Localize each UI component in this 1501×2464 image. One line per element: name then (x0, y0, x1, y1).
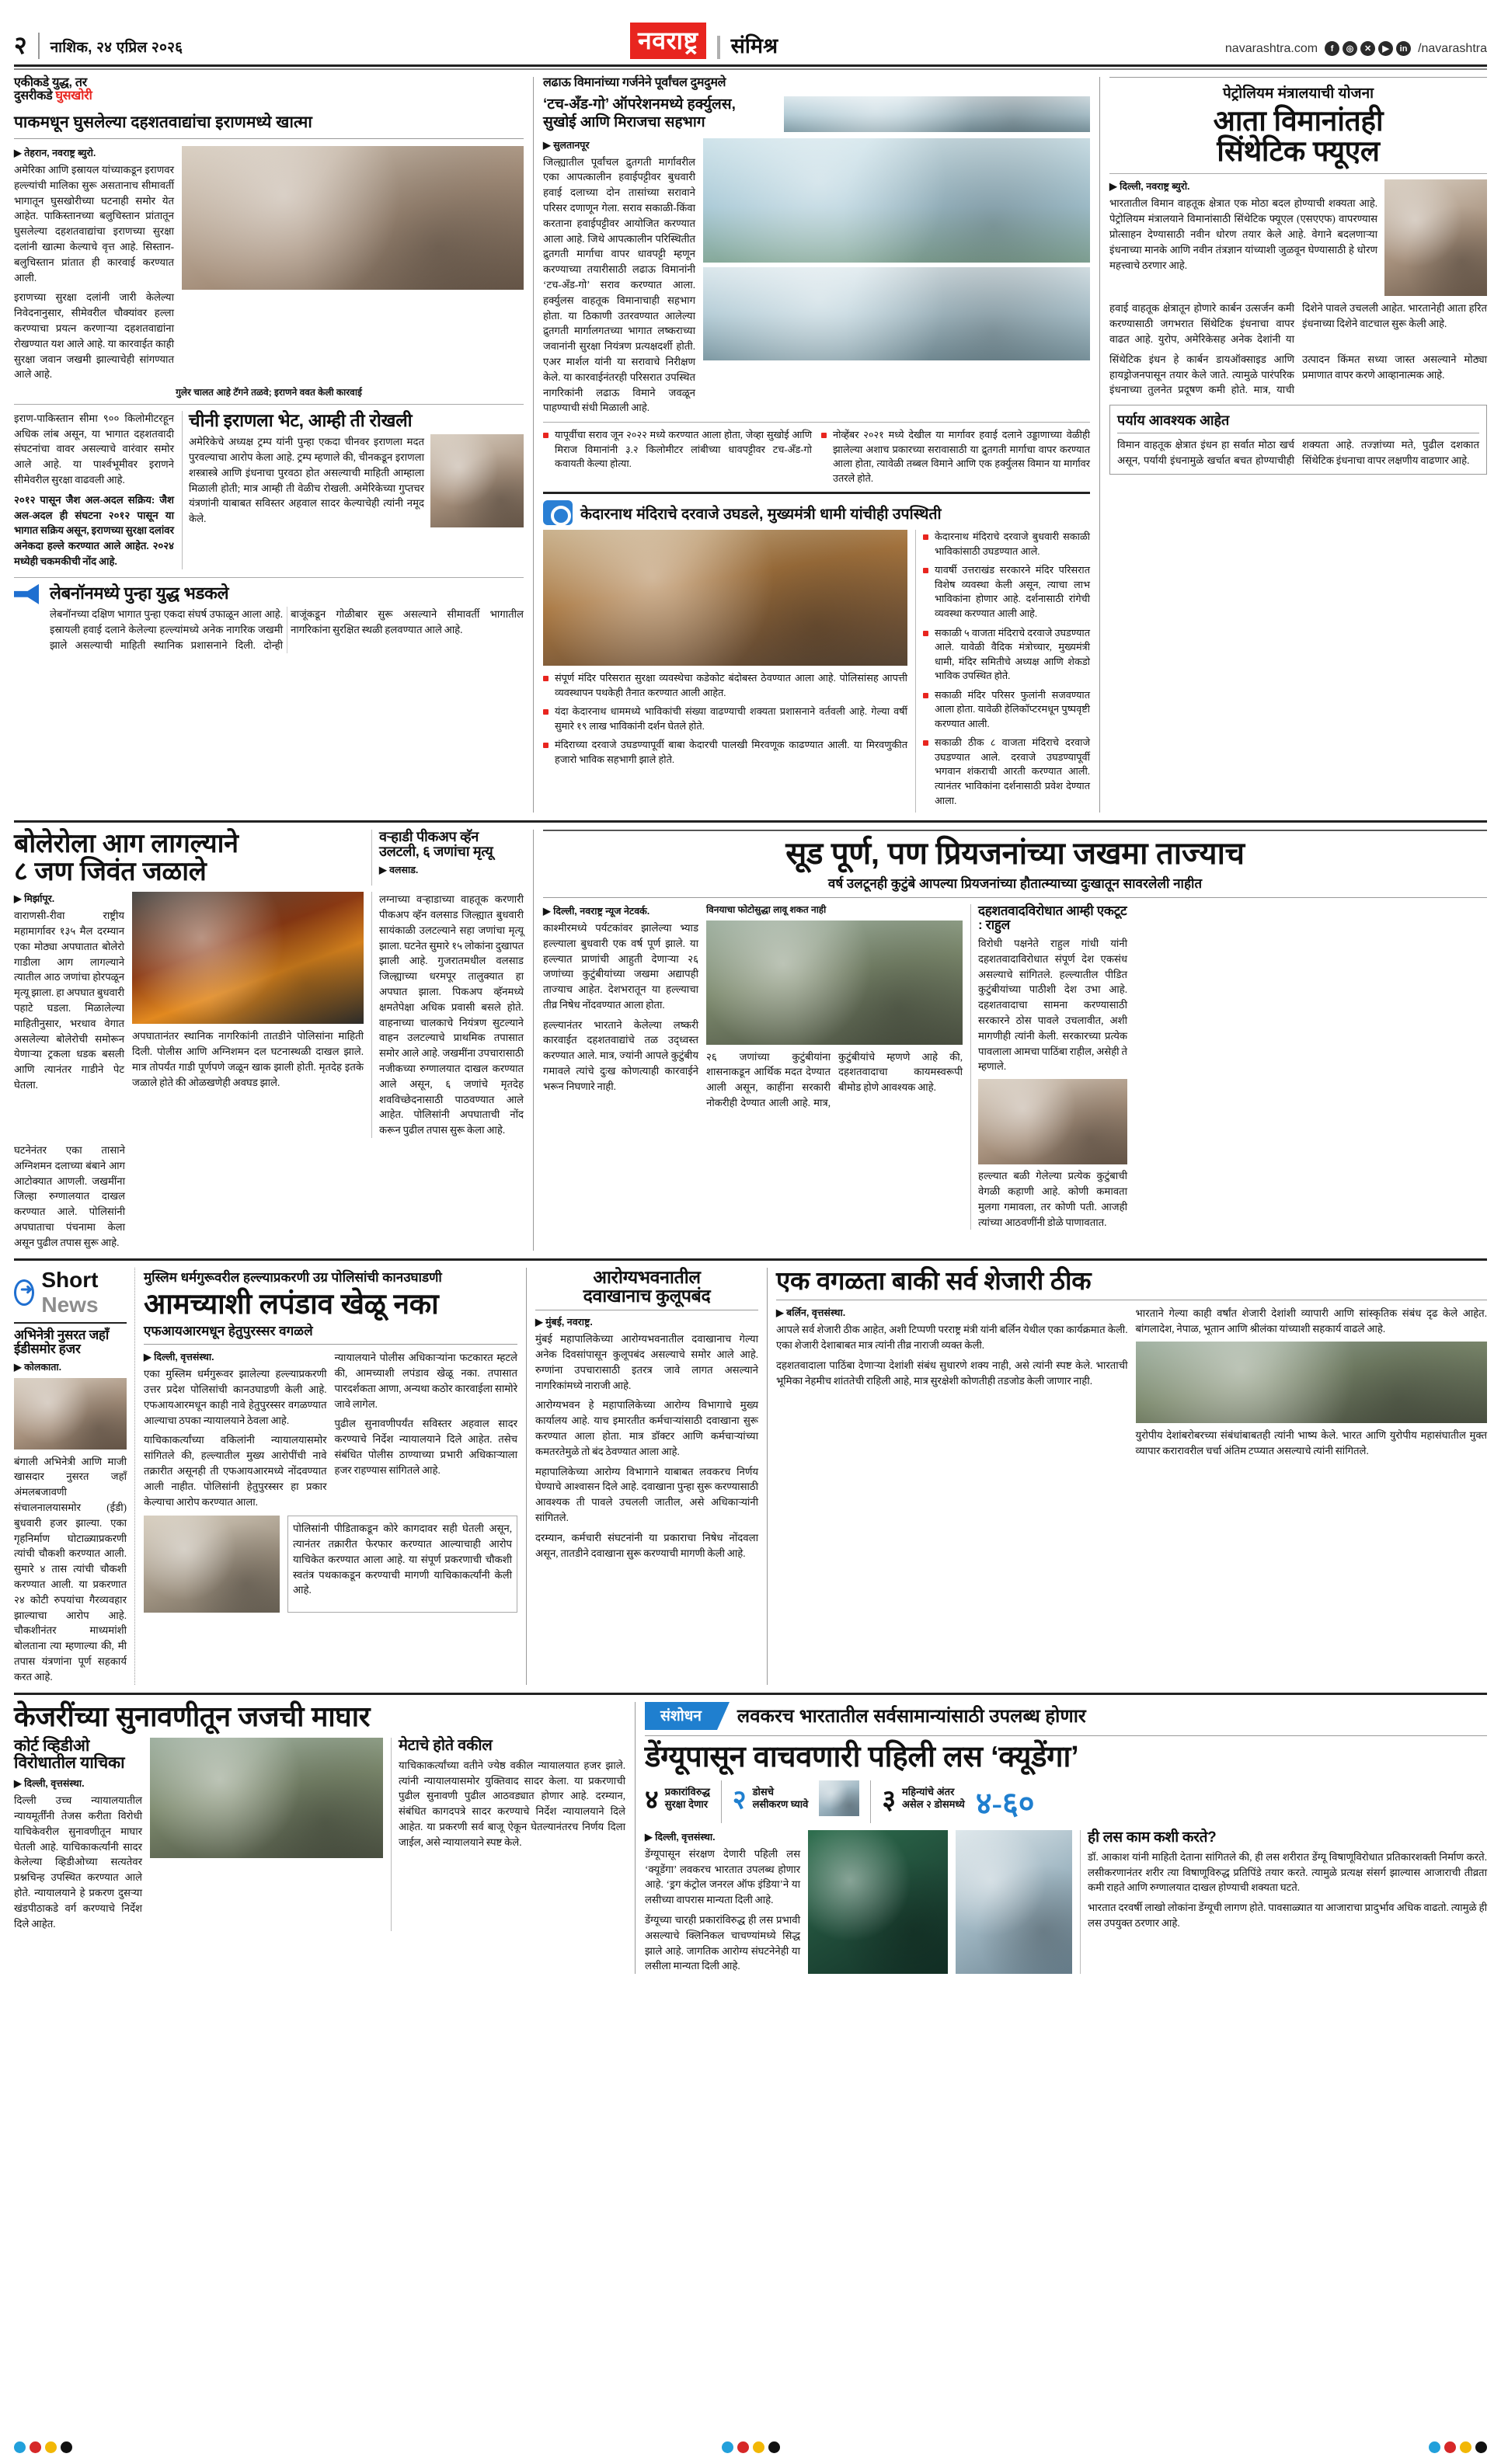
center-bullet-item: यापूर्वीचा सराव जून २०२२ मध्ये करण्यात आला होता, जेव्हा सुखोई आणि मिराज विमानांनी ३.२ किलोमीटर लांबीच्या धावपट्टीवर टच-अँड-गो कवायती केल्या होत्या. (543, 428, 812, 472)
kedarnath-bullet-item: यंदा केदारनाथ धाममध्ये भाविकांची संख्या वाढण्याची शक्यता प्रशासनाने वर्तवली आहे. गेल्या वर्षी सुमारे १९ लाख भाविकांनी दर्शन घेतले होते. (543, 705, 907, 733)
lead-lower-col-2 (182, 411, 524, 569)
lead-body-3: इराण-पाकिस्तान सीमा ९०० किलोमीटरहून अधिक लांब असून, या भागात दहशतवादी संघटनांचा वावर असल्याचे वारंवार समोर आले आहे. या पार्श्वभूमीवर इराणने सीमेवरील सुरक्षा वाढवली आहे. (14, 412, 174, 486)
revenge-byline: ▶ दिल्ली, नवराष्ट्र न्यूज नेटवर्क. (543, 905, 650, 917)
stat-age-range: ४-६० (975, 1785, 1035, 1821)
van-byline: ▶ वलसाड. (379, 865, 419, 876)
health-kicker-line2: दवाखानाच कुलूपबंद (583, 1285, 711, 1306)
kejriwal-col1-head-line2: विरोधातील याचिका (14, 1753, 125, 1772)
bolero-story (14, 830, 533, 1250)
camera-icon (543, 500, 573, 525)
kejriwal-headline: केजरींच्या सुनावणीतून जजची माघार (14, 1700, 371, 1732)
nusrat-body: बंगाली अभिनेत्री आणि माजी खासदार नुसरत जहाँ अंमलबजावणी संचालनालयासमोर (ईडी) बुधवारी हजर झाल्या. एका गृहनिर्माण घोटाळ्याप्रकरणी त्यांची चौकशी करण्यात आली. सुमारे ४ तास त्यांची चौकशी करण्यात आली. या प्रकरणात २४ कोटी रुपयांचा गैरव्यवहार झाल्याचा आरोप आहे. चौकशीनंतर माध्यमांशी बोलताना त्या म्हणाल्या की, मी तपास यंत्रणांना पूर्ण सहकार्य करत आहे. (14, 1455, 127, 1683)
van-body: लग्नाच्या वऱ्हाडाच्या वाहतूक करणारी पीकअप व्हॅन वलसाड जिल्ह्यात बुधवारी सायंकाळी उलटल्याने सहा जणांचा मृत्यू झाला. घटनेत सुमारे १५ लोकांना दुखापत झाली आहे. गुजरातमधील वलसाड जिल्ह्याच्या धरमपूर तालुक्यात हा अपघात झाला. पिकअप व्हॅनमध्ये क्षमतेपेक्षा अधिक प्रवासी बसले होते. वाहनाच्या चालकाचे नियंत्रण सुटल्याने वाहन उलटल्याचे प्राथमिक तपासात समोर आले आहे. जखमींना उपचारासाठी नजीकच्या रुग्णालयात दाखल करण्यात आले असून, ६ जणांचे मृतदेह शवविच्छेदनासाठी पाठवण्यात आले आहेत. पोलिसांनी अपघाताची नोंद करून पुढील तपास सुरू केला आहे. (379, 893, 524, 1136)
health-body-3: महापालिकेच्या आरोग्य विभागाने याबाबत लवकरच निर्णय घेण्याचे आश्वासन दिले आहे. दवाखाना पुन्हा सुरू करण्यासाठी आवश्यक ती पावले उचलली जातील, असे अधिकाऱ्यांनी सांगितले. (535, 1465, 758, 1524)
note-body: विमान वाहतूक क्षेत्रात इंधन हा सर्वात मोठा खर्च असून, पर्यायी इंधनामुळे खर्चात बचत होण्याचीही शक्यता आहे. तज्ज्ञांच्या मते, पुढील दशकात सिंथेटिक इंधनाचा वापर लक्षणीय वाढणार आहे. (1117, 439, 1479, 467)
brand-section-label: संमिश्र (730, 34, 778, 57)
bottom-section-divider (14, 1693, 1487, 1695)
synthetic-fuel-headline-line2: सिंथेटिक फ्यूएल (1217, 135, 1380, 168)
bolero-body-2: अपघातानंतर स्थानिक नागरिकांनी तातडीने पोलिसांना माहिती दिली. पोलीस आणि अग्निशमन दल घटनास्थळी दाखल झाले. मात्र तोपर्यंत गाडी पूर्णपणे जळून खाक झाली होती. मृतदेह इतके जळाले होते की ओळखणेही अवघड झाले. (132, 1030, 364, 1088)
rahul-col-body: विरोधी पक्षनेते राहुल गांधी यांनी दहशतवादाविरोधात संपूर्ण देश एकसंध असल्याचे सांगितले. हल्ल्यातील पीडित कुटुंबीयांच्या पाठीशी देश उभा आहे. दहशतवादाचा सामना करण्यासाठी सरकारने ठोस पावले उचलावीत, अशी मागणीही त्यांनी केली. सरकारच्या प्रत्येक पावलाला आमचा पाठिंबा राहील, असेही ते म्हणाले. (978, 937, 1127, 1073)
neighbour-body-2: दहशतवादाला पाठिंबा देणाऱ्या देशांशी संबंध सुधारणे शक्य नाही, असे त्यांनी स्पष्ट केले. भारताची भूमिका नेहमीच शांततेची राहिली आहे, मात्र सुरक्षेशी कोणतीही तडजोड केली जाणार नाही. (776, 1359, 1128, 1387)
center-aircraft-photo-jet (703, 267, 1090, 360)
supreme-court-photo (144, 1516, 280, 1613)
revenge-subhead: वर्ष उलटूनही कुटुंबे आपल्या प्रियजनांच्या हौतात्म्याच्या दुःखातून सावरलेली नाहीत (543, 876, 1487, 898)
kedarnath-bullet-item: सकाळी ठीक ८ वाजता मंदिराचे दरवाजे उघडण्यात आले. दरवाजे उघडण्यापूर्वी भगवान शंकराची आरती करण्यात आली. त्यानंतर भाविकांना दर्शनासाठी प्रवेश देण्यात आला. (923, 736, 1090, 808)
center-body: जिल्ह्यातील पूर्वांचल द्रुतगती मार्गावरील एका आपत्कालीन हवाईपट्टीवर बुधवारी हवाई दलाच्या दोन तासांच्या सरावाने परिसर दणाणून गेला. सराव सकाळी-किंवा करताना हवाईपट्टीवर आयोजित करण्यात आला आहे. जिथे आपत्कालीन परिस्थितीत द्रुतगती मार्गाचा वापर धावपट्टी म्हणून करण्याच्या तयारीसाठी लढाऊ विमानांनी ‘टच-अँड-गो’ सराव करण्यात आला. हर्क्युलस वाहतूक विमानाचाही सहभाग होता. या ठिकाणी उतरवण्यात आलेल्या द्रुतगती मार्गालगतच्या भागात लष्कराच्या जवानांनी सुरक्षा नियंत्रण प्रत्यक्षदर्शी होती. एअर मार्शल यांनी या सरावाचे निरीक्षण केले. या कारवाईनंतरही परिसरात उपस्थित नागरिकांनी लढाऊ विमाने जवळून पाहण्याची संधी मिळाली आहे. (543, 155, 695, 414)
bolero-body-3: घटनेनंतर एका तासाने अग्निशमन दलाच्या बंबाने आग आटोक्यात आणली. जखमींना जिल्हा रुग्णालयात दाखल करण्यात आले. पोलिसांनी अपघाताचा पंचनामा केला असून पुढील तपास सुरू आहे. (14, 1143, 125, 1248)
revenge-headline: सूड पूर्ण, पण प्रियजनांच्या जखमा ताज्याच (543, 830, 1487, 870)
bolero-headline (14, 830, 364, 886)
instagram-icon[interactable]: ◎ (1343, 41, 1357, 56)
research-body-2: डेंग्यूच्या चारही प्रकारांविरुद्ध ही लस प्रभावी असल्याचे क्लिनिकल चाचण्यांमध्ये सिद्ध झाले आहे. जागतिक आरोग्य संघटनेनेही या लसीला मान्यता दिली आहे. (645, 1913, 800, 1972)
health-kicker-line1: आरोग्यभवनातील (593, 1266, 701, 1287)
lead-story (14, 77, 533, 813)
page-number: २ (14, 31, 27, 59)
revenge-body-2: हल्ल्यानंतर भारताने केलेल्या लष्करी कारवाईत दहशतवाद्यांचे तळ उद्ध्वस्त करण्यात आले. मात्र, ज्यांनी आपले कुटुंबीय गमावले त्यांचे दुःख कोणत्याही कारवाईने भरून निघणारे नाही. (543, 1018, 698, 1092)
lead-lower-col-1 (14, 411, 174, 569)
arrow-circle-icon (14, 1279, 34, 1306)
health-body-2: आरोग्यभवन हे महापालिकेच्या आरोग्य विभागाचे मुख्य कार्यालय आहे. याच इमारतीत कर्मचाऱ्यांसाठी दवाखाना सुरू करण्यात आला होता. मात्र डॉक्टर आणि कर्मचाऱ्यांच्या कमतरतेमुळे तो बंद ठेवण्यात आला आहे. (535, 1399, 758, 1457)
van-headline-line1: वऱ्हाडी पीकअप व्हॅन (379, 829, 479, 845)
syringe-icon-photo (819, 1780, 859, 1816)
lead-headline-part-a: दुसरीकडे (14, 89, 56, 103)
nusrat-headline-line2: ईडीसमोर हजर (14, 1341, 81, 1356)
synthetic-fuel-kicker-wrap (1109, 77, 1487, 103)
center-bullets (543, 422, 1090, 485)
neighbour-body-3: भारताने गेल्या काही वर्षांत शेजारी देशांशी व्यापारी आणि सांस्कृतिक संबंध दृढ केले आहेत. बांगलादेश, नेपाळ, भूतान आणि श्रीलंका यांच्याशी सहकार्य वाढले आहे. (1135, 1307, 1487, 1335)
police-story (134, 1268, 527, 1685)
kedarnath-bullets-left (543, 671, 907, 767)
short-news-header (14, 1268, 127, 1317)
center-bullet-item: नोव्हेंबर २०२१ मध्ये देखील या मार्गावर हवाई दलाने उड्डाणाच्या वेळीही झालेल्या अशाच प्रकारच्या सरावासाठी या द्रुतगती मार्गाचा वापर करण्यात आला होता, त्यावेळी तब्बल विमाने आणि एक हर्क्युलस विमान या मार्गावर उतरले होते. (821, 428, 1090, 485)
revenge-body-4: हल्ल्यात बळी गेलेल्या प्रत्येक कुटुंबाची वेगळी कहाणी आहे. कोणी कमावता मुलगा गमावला, तर कोणी पती. आजही त्यांच्या आठवणींनी डोळे पाणावतात. (978, 1170, 1127, 1228)
health-byline: ▶ मुंबई, नवराष्ट्र. (535, 1317, 593, 1328)
top-section (14, 77, 1487, 813)
kedarnath-photo (543, 530, 907, 666)
linkedin-icon[interactable]: in (1396, 41, 1411, 56)
kedarnath-bullet-item: संपूर्ण मंदिर परिसरात सुरक्षा व्यवस्थेचा कडेकोट बंदोबस्त ठेवण्यात आला आहे. पोलिसांसह आपत्ती व्यवस्थापन पथकेही तैनात करण्यात आली आहेत. (543, 671, 907, 700)
kedarnath-header (543, 492, 1090, 525)
synthetic-fuel-byline: ▶ दिल्ली, नवराष्ट्र ब्युरो. (1109, 181, 1190, 193)
research-faq (1080, 1830, 1487, 1974)
synthetic-fuel-headline-line1: आता विमानांतही (1213, 105, 1384, 137)
rahul-photo (978, 1079, 1127, 1164)
vaccine-lab-photo (956, 1830, 1072, 1974)
lead-photo-caption: गुलेर चालत आहे टॅगने तळवे; इराणने ववत केली कारवाई (14, 387, 524, 405)
synthetic-fuel-body-1: भारतातील विमान वाहतूक क्षेत्रात एक मोठा बदल होण्याची शक्यता आहे. पेट्रोलियम मंत्रालयाने विमानांसाठी सिंथेटिक फ्यूएल (एसएएफ) वापरण्यास प्रोत्साहन देण्यासाठी नवीन धोरण तयार केले आहे. वेगाने बदलणाऱ्या इंधनाच्या मानके आणि नवीन तंत्रज्ञान यांच्याशी जुळवून घेण्यासाठी हे धोरण महत्त्वाचे ठरणार आहे. (1109, 197, 1377, 271)
bolero-byline: ▶ मिर्झापूर. (14, 893, 55, 905)
masthead-divider (38, 33, 40, 59)
kedarnath-bullet-item: केदारनाथ मंदिराचे दरवाजे बुधवारी सकाळी भाविकांसाठी उघडण्यात आले. (923, 530, 1090, 559)
stat-text-2: लसीकरण घ्यावे (752, 1798, 809, 1810)
synthetic-fuel-headline (1109, 106, 1487, 166)
kejriwal-col2 (391, 1738, 625, 1932)
van-headline-line2: उलटली, ६ जणांचा मृत्यू (379, 844, 493, 860)
color-dots-left (14, 2441, 72, 2453)
kedarnath-bullets-col (915, 530, 1090, 813)
center-headline: लढाऊ विमानांच्या गर्जनेने पूर्वांचल दुमदुमले (543, 76, 726, 89)
lead-headline-part-b: घुसखोरी (55, 89, 92, 103)
neighbour-body-1: आपले सर्व शेजारी ठीक आहेत, अशी टिप्पणी परराष्ट्र मंत्री यांनी बर्लिन येथील एका कार्यक्रमात केली. एका शेजारी देशाबाबत मात्र त्यांनी तीव्र नाराजी व्यक्त केली. (776, 1324, 1128, 1352)
shortnews-section (14, 1265, 1487, 1685)
social-handle: /navarashtra (1418, 42, 1487, 55)
police-subhead: एफआयआरमधून हेतुपुरस्सर वगळले (144, 1324, 517, 1345)
research-kicker: लवकरच भारतातील सर्वसामान्यांसाठी उपलब्ध होणार (737, 1706, 1086, 1727)
rahul-column (970, 904, 1127, 1230)
mid-section (14, 830, 1487, 1250)
center-aircraft-photo-runway (703, 138, 1090, 263)
health-story (527, 1268, 768, 1685)
revenge-story (533, 830, 1487, 1250)
nusrat-photo (14, 1378, 127, 1450)
color-dots-center (722, 2441, 780, 2453)
health-body-4: दरम्यान, कर्मचारी संघटनांनी या प्रकाराचा निषेध नोंदवला असून, तातडीने दवाखाना सुरू करण्याची मागणी केली आहे. (535, 1531, 758, 1559)
kejriwal-col1-byline: ▶ दिल्ली, वृत्तसंस्था. (14, 1778, 85, 1790)
center-sub-row (543, 96, 1090, 132)
research-badge: संशोधन (645, 1702, 717, 1730)
lead-column-2 (182, 146, 524, 382)
center-aircraft-photo-top (784, 96, 1090, 132)
center-subhead-2: सुखोई आणि मिराजचा सहभाग (543, 113, 705, 131)
kedarnath-bullet-item: यावर्षी उत्तराखंड सरकारने मंदिर परिसरात विशेष व्यवस्था केली असून, त्याचा लाभ भाविकांना होणार आहे. दर्शनासाठी रांगेची व्यवस्था करण्यात आली आहे. (923, 563, 1090, 621)
police-box-text: पोलिसांनी पीडिताकडून कोरे कागदावर सही घेतली असून, त्यानंतर तक्रारीत फेरफार करण्यात आल्याचाही आरोप याचिकेत करण्यात आला आहे. या संपूर्ण प्रकरणाची चौकशी स्वतंत्र पथकाकडून करण्याची मागणी याचिकाकर्त्यांनी केली आहे. (287, 1516, 517, 1613)
masthead-rule (14, 64, 1487, 70)
neighbour-headline: एक वगळता बाकी सर्व शेजारी ठीक (776, 1265, 1092, 1295)
minister-photo (1384, 179, 1487, 296)
stat-item (882, 1780, 965, 1816)
kedarnath-bullet-item: सकाळी मंदिर परिसर फुलांनी सजवण्यात आला होता. यावेळी हेलिकॉप्टरमधून पुष्पवृष्टी करण्यात आली. (923, 688, 1090, 732)
police-body-1: एका मुस्लिम धर्मगुरूवर झालेल्या हल्ल्याप्रकरणी उत्तर प्रदेश पोलिसांची कानउघाडणी केली आहे. एफआयआरमधून काही नावे हेतुपुरस्सर वगळण्यात आल्याचा ठपका न्यायालयाने ठेवला आहे. (144, 1368, 327, 1426)
nusrat-headline-line1: अभिनेत्री नुसरत जहाँ (14, 1327, 110, 1342)
health-kicker (535, 1268, 758, 1306)
stat-text-2: सुरक्षा देणार (664, 1798, 709, 1810)
kejriwal-photo (150, 1738, 383, 1858)
masthead-right (1225, 41, 1487, 59)
lead-sub-headline: चीनी इराणला भेट, आम्ही ती रोखली (189, 409, 413, 430)
lead-body-2: इराणच्या सुरक्षा दलांनी जारी केलेल्या निवेदनानुसार, सीमेवरील चौक्यांवर हल्ला करण्याचा प्रयत्न करणाऱ्या दहशतवाद्यांना रोखण्यात यश आले आहे. या कारवाईत काही सुरक्षा जवान जखमी झाल्याचेही सांगण्यात आले आहे. (14, 291, 174, 381)
police-body-2: याचिकाकर्त्यांच्या वकिलांनी न्यायालयासमोर सांगितले की, हल्ल्यातील मुख्य आरोपींची नावे तक्रारीत असूनही ती एफआयआरमध्ये नोंदवण्यात आली नाहीत. पोलिसांनी हेतुपुरस्सर हा प्रकार केल्याचा आरोप करण्यात आला. (144, 1434, 327, 1508)
police-body-3: न्यायालयाने पोलीस अधिकाऱ्यांना फटकारत म्हटले की, आमच्याशी लपंडाव खेळू नका. तपासात पारदर्शकता आणा, अन्यथा कठोर कारवाईला सामोरे जावे लागेल. (334, 1352, 517, 1410)
van-story-head (371, 830, 524, 886)
kejriwal-col1-body: दिल्ली उच्च न्यायालयातील न्यायमूर्तींनी तेजस करीता विरोधी याचिकेवरील सुनावणीतून माघार घेतली आहे. याचिकाकर्त्यांनी सादर केलेल्या व्हिडीओच्या सत्यतेवर प्रश्नचिन्ह उपस्थित करण्यात आले होते. न्यायालयाने हे प्रकरण दुसऱ्या खंडपीठाकडे वर्ग करण्याचे निर्देश दिले आहेत. (14, 1794, 142, 1930)
right-top-story (1100, 77, 1487, 813)
lead-byline: ▶ तेहरान, नवराष्ट्र ब्युरो. (14, 148, 96, 159)
kedarnath-headline: केदारनाथ मंदिराचे दरवाजे उघडले, मुख्यमंत्री धामी यांचीही उपस्थिती (580, 505, 942, 523)
lead-headline (14, 77, 524, 103)
stat-number: ४ (645, 1785, 659, 1815)
brand-separator (717, 36, 720, 59)
mosquito-photo (808, 1830, 948, 1974)
bottom-section (14, 1702, 1487, 1975)
lead-photo (182, 146, 524, 290)
bolero-headline-line1: बोलेरोला आग लागल्याने (14, 829, 239, 859)
lead-second-headline: लेबनॉनमध्ये पुन्हा युद्ध भडकले (50, 583, 229, 603)
lead-ref-note: २०१२ पासून जैश अल-अदल सक्रिय: जैश अल-अदल ही संघटना २०१२ पासून या भागात सक्रिय असून, इराणच्या सुरक्षा दलांवर अनेकदा हल्ले करण्यात आले आहेत. २०२४ मध्येही चकमकीची नोंद आहे. (14, 493, 174, 568)
masthead-brand (183, 23, 1225, 59)
research-body-1: डेंग्यूपासून संरक्षण देणारी पहिली लस ‘क्यूडेंगा’ लवकरच भारतात उपलब्ध होणार आहे. ‘ड्रग कंट्रोल जनरल ऑफ इंडिया’ने या लसीच्या वापरास मान्यता दिली आहे. (645, 1847, 800, 1906)
stat-text-1: प्रकारांविरुद्ध (664, 1785, 710, 1798)
trump-photo (430, 434, 524, 527)
research-headline: डेंग्यूपासून वाचवणारी पहिली लस ‘क्यूडेंगा’ (645, 1740, 1079, 1773)
police-body-4: पुढील सुनावणीपर्यंत सविस्तर अहवाल सादर करण्याचे निर्देश न्यायालयाने दिले आहेत. तसेच संबंधित पोलीस ठाण्याच्या प्रभारी अधिकाऱ्याला हजर राहण्यास सांगितले आहे. (334, 1418, 517, 1476)
dateline: नाशिक, २४ एप्रिल २०२६ (50, 40, 183, 56)
research-story (636, 1702, 1487, 1975)
synthetic-fuel-body-3: सिंथेटिक इंधन हे कार्बन डायऑक्साइड आणि हायड्रोजनपासून तयार केले जाते. त्यामुळे पारंपरिक इंधनाच्या तुलनेत प्रदूषण कमी होते. मात्र, याची उत्पादन किंमत सध्या जास्त असल्याने मोठ्या प्रमाणात वापर करणे आव्हानात्मक आहे. (1109, 353, 1487, 396)
research-byline: ▶ दिल्ली, वृत्तसंस्था. (645, 1831, 716, 1843)
color-dots-right (1429, 2441, 1487, 2453)
neighbour-photo (1136, 1342, 1488, 1423)
center-body-row (543, 138, 1090, 416)
bolero-fire-photo (132, 892, 364, 1024)
revenge-body-3: २६ जणांच्या कुटुंबीयांना शासनाकडून आर्थिक मदत देण्यात आली असून, काहींना सरकारी नोकरीही देण्यात आली आहे. मात्र, कुटुंबीयांचे म्हणणे आहे की, दहशतवादाचा कायमस्वरूपी बीमोड होणे आवश्यक आहे. (706, 1050, 963, 1108)
research-stats-row (645, 1780, 1487, 1823)
van-headline (379, 830, 524, 859)
police-byline: ▶ दिल्ली, वृत्तसंस्था. (144, 1352, 214, 1363)
short-news-label-1: Short (41, 1267, 99, 1292)
social-icon-group (1325, 41, 1411, 56)
police-kicker: मुस्लिम धर्मगुरूवरील हल्ल्याप्रकरणी उग्र पोलिसांची कानउघाडणी (144, 1269, 442, 1285)
research-faq-title: ही लस काम कशी करते? (1088, 1829, 1217, 1846)
neighbour-story (768, 1265, 1487, 1685)
police-headline: आमच्याशी लपंडाव खेळू नका (144, 1287, 439, 1320)
lead-sub-body: अमेरिकेचे अध्यक्ष ट्रम्प यांनी पुन्हा एकदा चीनवर इराणला मदत पुरवल्याचा आरोप केला आहे. ट्रम्प म्हणाले की, चीनकडून इराणला शस्त्रास्त्रे आणि इंधनाचा पुरवठा होत असल्याची माहिती आम्हाला मिळाली होती; मात्र आम्ही ती वेळीच रोखली. अमेरिकेच्या गुप्तचर यंत्रणांनी याबाबत सविस्तर अहवाल सादर केल्याचेही त्यांनी नमूद केले. (189, 436, 424, 525)
bolero-body-1: वाराणसी-रीवा राष्ट्रीय महामार्गावर १३५ मैल दरम्यान एका मोठ्या अपघातात बोलेरो गाडीला आग लागल्याने त्यातील आठ जणांचा होरपळून मृत्यू झाला. हा अपघात बुधवारी पहाटे घडला. मिळालेल्या माहितीनुसार, भरधाव वेगात असलेल्या बोलेरोची समोरून येणाऱ्या ट्रकला धडक बसली आणि त्यानंतर गाडीने पेट घेतला. (14, 910, 125, 1091)
brand-logo[interactable]: नवराष्ट्र (630, 23, 706, 59)
masthead-left (14, 33, 183, 59)
research-header (645, 1702, 1487, 1730)
lead-columns (14, 146, 524, 382)
synthetic-fuel-note-box (1109, 405, 1487, 475)
nusrat-byline: ▶ कोलकाता. (14, 1361, 62, 1373)
synthetic-fuel-body-row (1109, 173, 1487, 296)
lead-second-story (14, 577, 524, 653)
twitter-x-icon[interactable]: ✕ (1360, 41, 1375, 56)
lead-lower-columns (14, 411, 524, 569)
stat-item (733, 1780, 808, 1816)
shortnews-divider (14, 1258, 1487, 1261)
stat-item (645, 1780, 710, 1816)
neighbour-body-4: युरोपीय देशांबरोबरच्या संबंधांबाबतही त्यांनी भाष्य केले. भारत आणि युरोपीय महासंघातील मुक्त व्यापार करारावरील चर्चा अंतिम टप्प्यात असल्याचे त्यांनी सांगितले. (1135, 1429, 1487, 1456)
website-url[interactable]: navarashtra.com (1224, 42, 1318, 55)
kejriwal-col1-head-line1: कोर्ट व्हिडीओ (14, 1736, 90, 1755)
kejriwal-col2-head: मेटाचे होते वकील (399, 1736, 493, 1754)
lead-subhead: पाकमधून घुसलेल्या दहशतवाद्यांचा इराणमध्ये खात्मा (14, 113, 524, 139)
footer-registration-marks (14, 2441, 1487, 2453)
nusrat-headline (14, 1328, 127, 1356)
revenge-photo (706, 921, 963, 1045)
stat-number: २ (732, 1785, 747, 1815)
stat-text-1: महिन्यांचे अंतर (902, 1785, 955, 1798)
kejriwal-col2-body: याचिकाकर्त्यांच्या वतीने ज्येष्ठ वकील न्यायालयात हजर झाले. त्यांनी न्यायालयासमोर युक्तिवाद सादर केला. या प्रकरणाची पुढील सुनावणी पुढील आठवड्यात होणार आहे. दरम्यान, संबंधित कागदपत्रे सादर करण्याचे निर्देश न्यायालयाने दिले आहेत. या प्रकरणी सर्व बाजू ऐकून घेतल्यानंतरच निर्णय दिला जाईल, असे न्यायालयाने स्पष्ट केले. (399, 1759, 625, 1848)
van-story-body (371, 892, 524, 1138)
lead-body-1: अमेरिका आणि इस्रायल यांच्याकडून इराणवर हल्ल्यांची मालिका सुरू असतानाच सीमावर्ती भागातून घुसखोरीच्या घटनाही समोर येत आहेत. पाकिस्तानच्या बलुचिस्तान प्रांतातून घुसलेल्या दहशतवाद्यांचा इराणच्या सुरक्षा दलांनी खात्मा केल्याचे वृत्त आहे. सिस्तान-बलुचिस्तान प्रांतात ही कारवाई करण्यात आली. (14, 164, 174, 284)
note-title: पर्याय आवश्यक आहेत (1117, 411, 1479, 433)
rahul-col-title: दहशतवादविरोधात आम्ही एकटूट : राहुल (978, 903, 1127, 932)
research-body-3: भारतात दरवर्षी लाखो लोकांना डेंग्यूची लागण होते. पावसाळ्यात या आजाराचा प्रादुर्भाव अधिक वाढतो. त्यामुळे ही लस उपयुक्त ठरणार आहे. (1088, 1902, 1487, 1930)
kejriwal-story (14, 1702, 636, 1975)
short-news-block (14, 1268, 134, 1685)
kejriwal-col1-head (14, 1738, 142, 1773)
lead-headline-line2 (14, 90, 524, 103)
synthetic-fuel-body-2: हवाई वाहतूक क्षेत्रातून होणारे कार्बन उत्सर्जन कमी करण्यासाठी जगभरात सिंथेटिक इंधनाचा वापर वाढत आहे. युरोप, अमेरिकेसह अनेक देशांनी या दिशेने पावले उचलली आहेत. भारतानेही आता हरित इंधनाच्या दिशेने वाटचाल सुरू केली आहे. (1109, 302, 1487, 346)
lead-column-1 (14, 146, 174, 382)
youtube-icon[interactable]: ▶ (1378, 41, 1393, 56)
center-byline: ▶ सुलतानपूर (543, 139, 590, 151)
kedarnath-content (543, 530, 1090, 813)
stat-text-2: असेल २ डोसमध्ये (902, 1798, 965, 1810)
lead-second-body: लेबनॉनच्या दक्षिण भागात पुन्हा एकदा संघर्ष उफाळून आला आहे. इस्रायली हवाई दलाने केलेल्या हल्ल्यांमध्ये अनेक नागरिक जखमी झाले असल्याची माहिती स्थानिक प्रशासनाने दिली. दोन्ही बाजूंकडून गोळीबार सुरू असल्याने सीमावर्ती भागातील नागरिकांना सुरक्षित स्थळी हलवण्यात आले आहे. (50, 608, 524, 651)
revenge-body-1: काश्मीरमध्ये पर्यटकांवर झालेल्या भ्याड हल्ल्याला बुधवारी एक वर्ष पूर्ण झाले. या हल्ल्यात प्राणांची आहुती देणाऱ्या २६ जणांच्या कुटुंबीयांच्या जखमा अद्यापही ताज्याच आहेत. देशभरातून या हल्ल्याचा तीव्र निषेध नोंदवण्यात आला होता. (543, 921, 698, 1011)
center-top-story (533, 77, 1100, 813)
bolero-headline-line2: ८ जण जिवंत जळाले (14, 857, 207, 887)
kedarnath-bullet-item: सकाळी ५ वाजता मंदिराचे दरवाजे उघडण्यात आले. यावेळी वैदिक मंत्रोच्चार, मुख्यमंत्री धामी, मंदिर समितीचे अध्यक्ष आणि शेकडो भाविक उपस्थित होते. (923, 626, 1090, 684)
lead-headline-line1: एकीकडे युद्ध, तर (14, 76, 87, 89)
research-faq-body: डॉ. आकाश यांनी माहिती देताना सांगितले की, ही लस शरीरात डेंग्यू विषाणूविरोधात प्रतिकारशक्ती निर्माण करते. लसीकरणानंतर शरीर त्या विषाणूविरुद्ध प्रतिपिंडे तयार करते. त्यामुळे प्रत्यक्ष संसर्ग झाल्यास आजाराची तीव्रता कमी राहते आणि रुग्णालयात दाखल होण्याची शक्यता घटते. (1088, 1850, 1487, 1894)
stat-text-1: डोसचे (752, 1785, 774, 1798)
mid-section-divider (14, 820, 1487, 823)
health-body-1: मुंबई महापालिकेच्या आरोग्यभवनातील दवाखानाच गेल्या अनेक दिवसांपासून कुलूपबंद असल्याचे समोर आले आहे. रुग्णांना उपचारासाठी इतरत्र जावे लागत असल्याने नागरिकांमध्ये नाराजी आहे. (535, 1333, 758, 1391)
revenge-photo-caption: विनयाचा फोटोसुद्धा लावू शकत नाही (706, 903, 827, 915)
stat-number: ३ (882, 1785, 896, 1815)
facebook-icon[interactable]: f (1325, 41, 1339, 56)
center-subhead-1: ‘टच-अँड-गो’ ऑपरेशनमध्ये हर्क्युलस, (543, 96, 736, 113)
neighbour-byline: ▶ बर्लिन, वृत्तसंस्था. (776, 1307, 846, 1319)
kedarnath-bullet-item: मंदिराच्या दरवाजे उघडण्यापूर्वी बाबा केदारची पालखी मिरवणूक काढण्यात आली. या मिरवणुकीत हजारो भाविक सहभागी झाले होते. (543, 738, 907, 767)
megaphone-icon (14, 584, 42, 653)
masthead (14, 11, 1487, 59)
synthetic-fuel-kicker: पेट्रोलियम मंत्रालयाची योजना (1222, 85, 1374, 102)
short-news-label-2: News (41, 1292, 99, 1317)
